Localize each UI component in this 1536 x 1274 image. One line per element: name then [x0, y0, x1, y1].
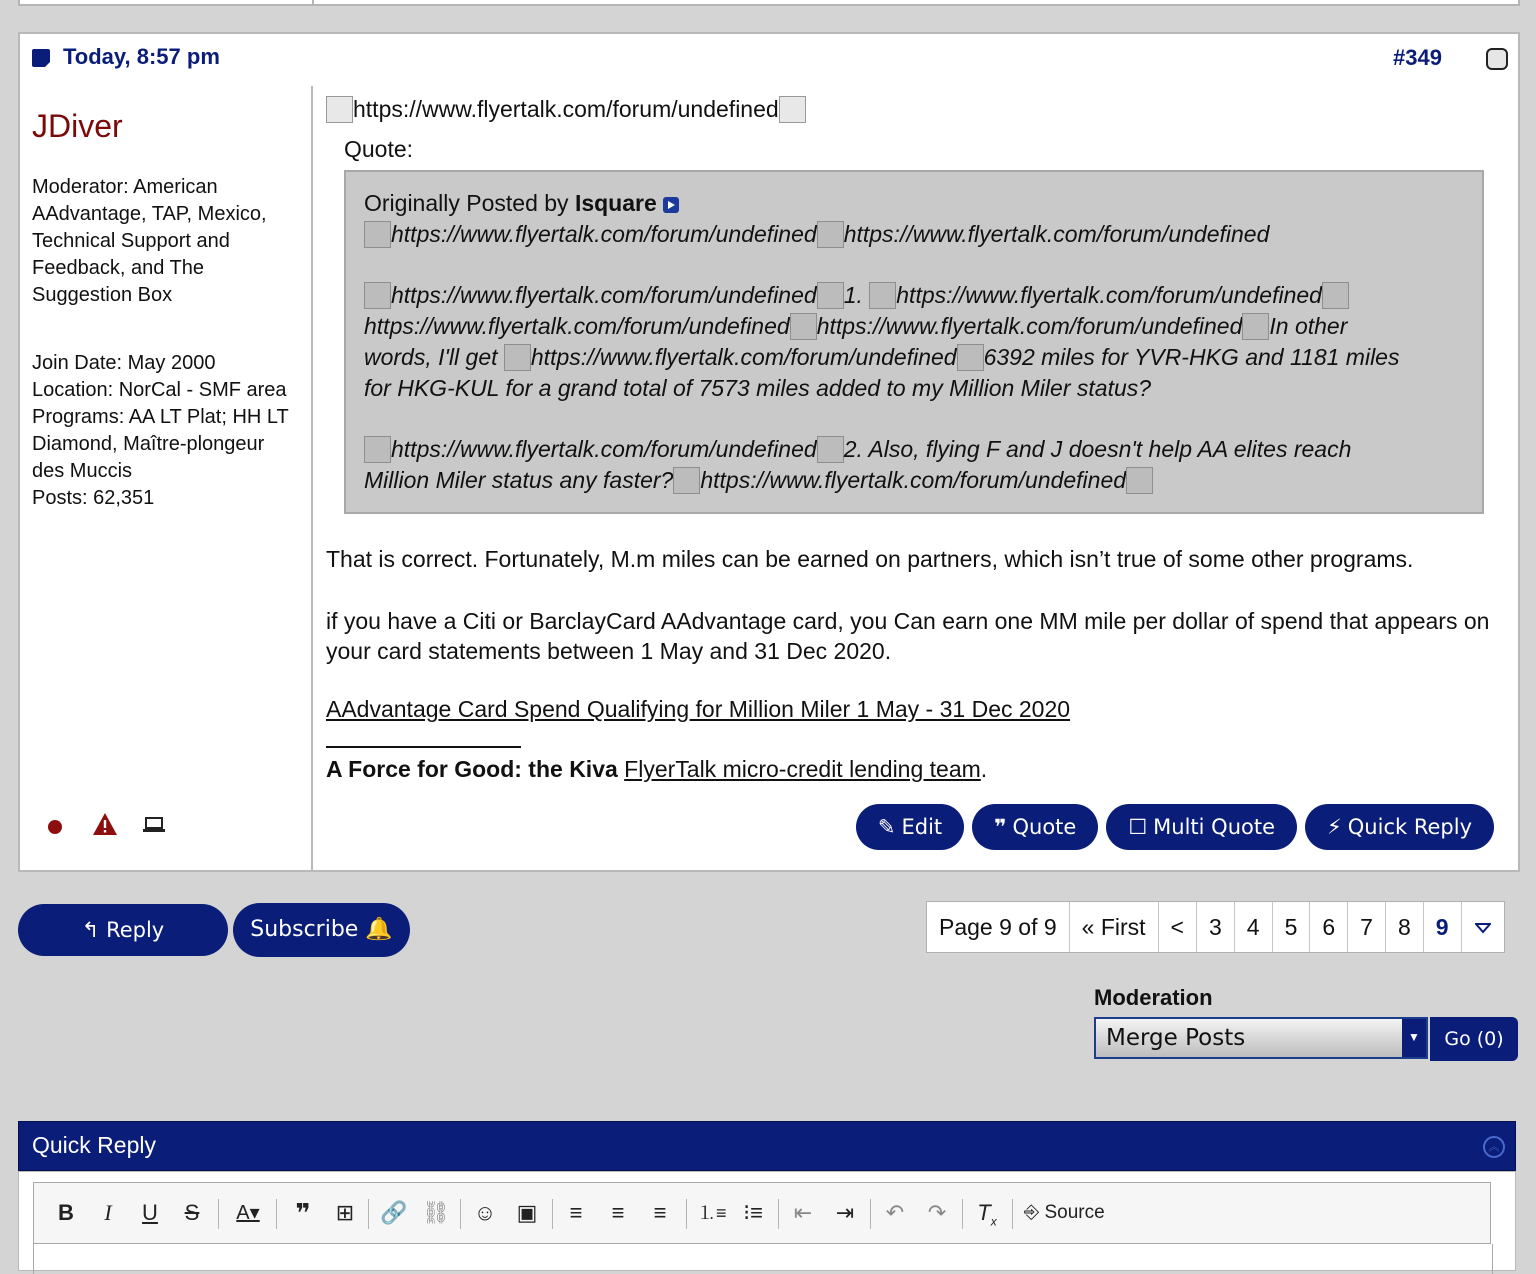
link-icon[interactable]: 🔗 [380, 1200, 408, 1225]
page-indicator: Page 9 of 9 [939, 914, 1057, 940]
editor-text-area[interactable] [33, 1244, 1493, 1274]
view-post-icon[interactable] [663, 197, 679, 213]
pagination [926, 901, 1505, 953]
page-link[interactable]: 8 [1385, 902, 1423, 952]
moderation-go-button[interactable]: Go (0) [1430, 1017, 1518, 1061]
page-link[interactable]: 6 [1309, 902, 1347, 952]
bold-icon[interactable]: B [58, 1200, 74, 1225]
post-paragraph: That is correct. Fortunately, M.m miles can be earned on partners, which isn’t true of some other programs. [326, 546, 1414, 572]
quote-label: Quote: [344, 136, 414, 162]
image-icon[interactable]: ▣ [516, 1200, 538, 1225]
unlink-icon[interactable]: ⛓ [422, 1200, 450, 1225]
broken-image-icon [817, 221, 844, 248]
broken-image-icon [364, 221, 391, 248]
post-date: Today, 8:57 pm [63, 44, 220, 69]
select-arrow-icon: ▼ [1402, 1019, 1426, 1057]
broken-image-icon [957, 344, 984, 371]
quote-button[interactable]: ❞ Quote [972, 804, 1098, 850]
multi-quote-button[interactable]: ☐ Multi Quote [1106, 804, 1297, 850]
previous-post-edge [18, 0, 1520, 6]
broken-image-icon [364, 282, 391, 309]
broken-image-icon [1126, 467, 1153, 494]
prev-page-link[interactable]: < [1158, 902, 1196, 952]
bell-icon: 🔔 [365, 917, 393, 942]
signature: A Force for Good: the Kiva FlyerTalk micro-credit lending team. [326, 756, 988, 782]
checkbox-icon: ☐ [1128, 815, 1148, 839]
bullet-list-icon[interactable]: ⁝≡ [743, 1200, 763, 1225]
post-first-line: https://www.flyertalk.com/forum/undefined [326, 96, 806, 123]
broken-image-icon [790, 313, 817, 340]
broken-image-icon [869, 282, 896, 309]
align-right-icon[interactable]: ≡ [653, 1200, 667, 1225]
page-link[interactable]: 5 [1272, 902, 1310, 952]
moderation-label: Moderation [1094, 985, 1213, 1010]
current-page: 9 [1423, 902, 1461, 952]
broken-image-icon [817, 436, 844, 463]
user-details [32, 350, 302, 512]
remove-format-icon[interactable]: $T_x$ [977, 1200, 997, 1229]
numbered-list-icon[interactable]: ⒈≡ [698, 1203, 727, 1223]
quick-reply-button[interactable]: ⚡ Quick Reply [1305, 804, 1494, 850]
post-actions [848, 804, 1494, 850]
location: Location: NorCal - SMF area [32, 379, 287, 401]
underline-icon[interactable]: U [142, 1200, 158, 1225]
redo-icon[interactable]: ↷ [927, 1200, 947, 1225]
pencil-icon: ✎ [877, 815, 896, 839]
user-info-column [20, 86, 313, 870]
broken-image-icon [1242, 313, 1269, 340]
align-left-icon[interactable]: ≡ [569, 1200, 583, 1225]
broken-image-icon [673, 467, 700, 494]
post-paragraph: if you have a Citi or BarclayCard AAdvantage card, you Can earn one MM mile per dollar of spend that appears on your card statements between 1 May and 31 Dec 2020. [326, 608, 1490, 664]
reply-button[interactable]: ↰ Reply [18, 904, 228, 956]
table-icon[interactable]: ⊞ [335, 1200, 355, 1225]
broken-image-icon [504, 344, 531, 371]
broken-image-icon [779, 96, 806, 123]
reply-arrow-icon: ↰ [81, 918, 100, 942]
page-link[interactable]: 7 [1347, 902, 1385, 952]
align-center-icon[interactable]: ≡ [611, 1200, 625, 1225]
quick-reply-title: Quick Reply [32, 1132, 156, 1158]
page-jump-dropdown[interactable] [1461, 902, 1504, 952]
outdent-icon[interactable]: ⇤ [793, 1200, 813, 1225]
post-header [18, 32, 1520, 88]
indent-icon[interactable]: ⇥ [835, 1200, 855, 1225]
broken-image-icon [1322, 282, 1349, 309]
subscribe-button[interactable]: Subscribe 🔔 [233, 903, 410, 957]
italic-icon[interactable]: I [104, 1200, 112, 1225]
quick-reply-header [18, 1121, 1516, 1171]
post-count: Posts: 62,351 [32, 487, 155, 509]
online-status-icon [48, 820, 62, 834]
ip-address-icon[interactable] [142, 816, 166, 834]
programs: Programs: AA LT Plat; HH LT Diamond, Maître-plongeur des Muccis [32, 406, 289, 482]
quote-content: Originally Posted by Isquare https://www.flyertalk.com/forum/undefined https://www.flyertalk.com/forum/undefined https://www.flyertalk.com/forum/undefined 1. https://www.flyertalk.com/forum/undefined https://www.flyertalk.com/forum/undefined https://www.flyertalk.com/forum/undefined In other words, I'll get https://www.flyertalk.com/forum/undefined 6392 miles for YVR-HKG and 1181 miles for HKG-KUL for a grand total of 7573 miles added to my Million Miler status? https://www.flyertalk.com/forum/undefined 2. Also, flying F and J doesn't help AA elites reach Million Miler status any faster? https://www.flyertalk.com/forum/undefined [364, 190, 1400, 493]
moderation-select[interactable]: Merge Posts ▼ [1094, 1017, 1428, 1059]
broken-image-icon [364, 436, 391, 463]
strikethrough-icon[interactable]: S [184, 1200, 200, 1225]
report-post-icon[interactable] [92, 812, 118, 836]
emoji-icon[interactable]: ☺ [473, 1200, 497, 1225]
quote-block [344, 170, 1484, 514]
user-title: Moderator: American AAdvantage, TAP, Mexico, Technical Support and Feedback, and The Suggestion Box [32, 176, 267, 306]
post-body [18, 86, 1520, 872]
username-link[interactable]: JDiver [32, 108, 123, 144]
source-button[interactable]: ⎆ Source [1024, 1202, 1105, 1223]
signature-divider [326, 746, 521, 748]
broken-image-icon [817, 282, 844, 309]
source-icon: ⎆ [1024, 1202, 1040, 1223]
post-status-icon [32, 49, 50, 67]
million-miler-link[interactable]: AAdvantage Card Spend Qualifying for Million Miler 1 May - 31 Dec 2020 [326, 696, 1071, 722]
quote-icon: ❞ [994, 815, 1007, 839]
user-icons [48, 812, 198, 842]
first-page-link[interactable]: « First [1069, 902, 1158, 952]
join-date: Join Date: May 2000 [32, 352, 216, 374]
page-link[interactable]: 3 [1196, 902, 1234, 952]
kiva-team-link[interactable]: FlyerTalk micro-credit lending team [624, 756, 981, 782]
lightning-icon: ⚡ [1327, 815, 1342, 839]
collapse-icon[interactable]: ︽ [1483, 1136, 1505, 1158]
undo-icon[interactable]: ↶ [885, 1200, 905, 1225]
broken-image-icon [326, 96, 353, 123]
edit-button[interactable]: ✎ Edit [856, 804, 964, 850]
editor-toolbar [33, 1182, 1491, 1244]
font-color-icon[interactable]: A▾ [236, 1202, 260, 1224]
chevron-down-icon [1475, 902, 1491, 952]
quick-reply-editor [18, 1171, 1516, 1271]
blockquote-icon[interactable]: ❞ [295, 1198, 311, 1228]
post-number-link[interactable]: #349 [1393, 45, 1442, 70]
post-select-checkbox[interactable] [1486, 48, 1508, 70]
quote-author: Isquare [574, 190, 657, 216]
post-link-line [326, 696, 1070, 723]
page-link[interactable]: 4 [1234, 902, 1272, 952]
